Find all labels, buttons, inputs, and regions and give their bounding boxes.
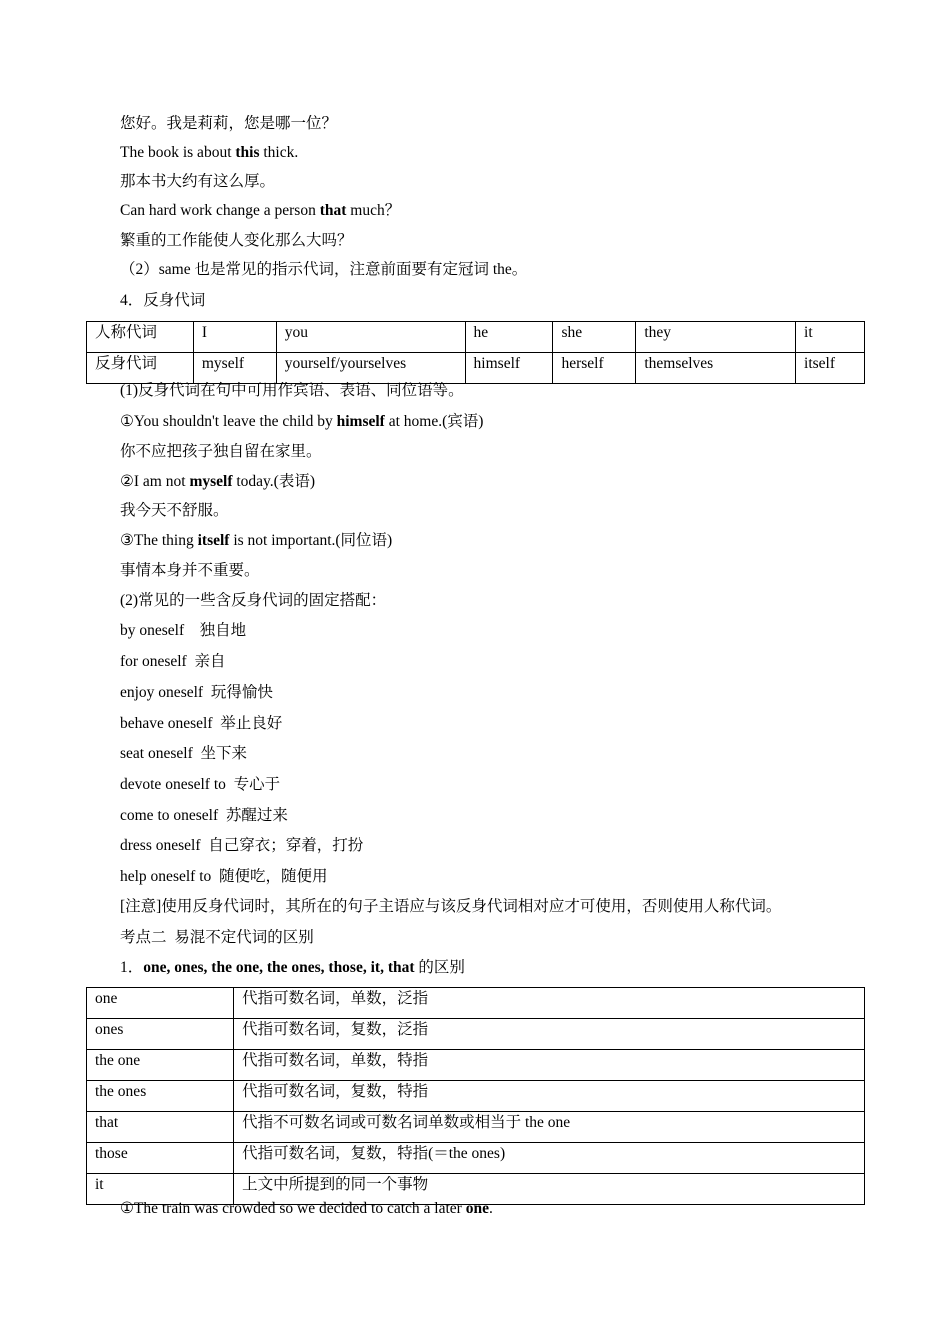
- text-segment: 那本书大约有这么厚。: [120, 173, 276, 190]
- table-cell: herself: [553, 353, 636, 384]
- text-line: [120, 501, 229, 521]
- table-cell: itself: [796, 353, 865, 384]
- table-cell: the one: [87, 1050, 234, 1081]
- table-cell: 人称代词: [87, 322, 194, 353]
- table-cell: 代指可数名词，单数，特指: [234, 1050, 865, 1081]
- table-cell: 反身代词: [87, 353, 194, 384]
- text-segment: (1)反身代词在句中可用作宾语、表语、同位语等。: [120, 382, 464, 399]
- text-line: [120, 291, 205, 311]
- text-segment: behave oneself 举止良好: [120, 715, 283, 732]
- table-cell: she: [553, 322, 636, 353]
- text-line: [120, 591, 386, 611]
- bold-text: one, ones, the one, the ones, those, it, that: [143, 959, 415, 976]
- text-segment: 繁重的工作能使人变化那么大吗？: [120, 232, 353, 249]
- table-cell: yourself/yourselves: [276, 353, 465, 384]
- bold-text: myself: [189, 473, 233, 490]
- text-line: [120, 836, 363, 856]
- text-segment: 我今天不舒服。: [120, 502, 229, 519]
- table-cell: those: [87, 1143, 234, 1174]
- text-line: [120, 381, 464, 401]
- text-segment: 事情本身并不重要。: [120, 562, 260, 579]
- text-segment: 你不应把孩子独自留在家里。: [120, 443, 322, 460]
- text-segment: seat oneself 坐下来: [120, 745, 247, 762]
- table-cell: 代指可数名词，复数，特指: [234, 1081, 865, 1112]
- table-cell: 代指可数名词，复数，特指(＝the ones): [234, 1143, 865, 1174]
- text-segment: The book is about: [120, 144, 236, 161]
- text-line: [120, 260, 527, 280]
- table-row: [87, 1143, 865, 1174]
- text-segment: come to oneself 苏醒过来: [120, 807, 288, 824]
- table-cell: they: [636, 322, 796, 353]
- text-segment: much？: [346, 202, 401, 219]
- text-line: [120, 114, 337, 134]
- text-segment: help oneself to 随便吃，随便用: [120, 868, 328, 885]
- text-segment: 您好。我是莉莉，您是哪一位？: [120, 115, 338, 132]
- table-row: [87, 1019, 865, 1050]
- text-segment: devote oneself to 专心于: [120, 776, 281, 793]
- text-segment: today.(表语): [232, 473, 315, 490]
- text-segment: ③The thing: [120, 532, 198, 549]
- table-cell: the ones: [87, 1081, 234, 1112]
- table-cell: you: [276, 322, 465, 353]
- text-line: [120, 714, 282, 734]
- text-segment: .: [488, 1200, 493, 1217]
- table-row: [87, 988, 865, 1019]
- text-line: [120, 652, 225, 672]
- indefinite-pronoun-table: [86, 987, 865, 1205]
- table-cell: 代指不可数名词或可数名词单数或相当于 the one: [234, 1112, 865, 1143]
- text-line: [120, 867, 328, 887]
- text-line: [120, 201, 400, 221]
- bold-text: this: [235, 144, 260, 161]
- text-line: [120, 775, 280, 795]
- table-row: [87, 322, 865, 353]
- bold-text: one: [465, 1200, 489, 1217]
- table-cell: I: [193, 322, 276, 353]
- table-row: [87, 353, 865, 384]
- text-segment: at home.(宾语): [384, 413, 484, 430]
- text-segment: 4．反身代词: [120, 292, 206, 309]
- text-line: [120, 561, 260, 581]
- text-line: [120, 143, 298, 163]
- text-line: [120, 172, 275, 192]
- table-cell: one: [87, 988, 234, 1019]
- text-segment: ①The train was crowded so we decided to catch a later: [120, 1200, 466, 1217]
- text-line: [120, 897, 781, 917]
- text-segment: (2)常见的一些含反身代词的固定搭配：: [120, 592, 387, 609]
- text-line: [120, 683, 273, 703]
- table-cell: 代指可数名词，单数，泛指: [234, 988, 865, 1019]
- text-segment: 考点二 易混不定代词的区别: [120, 929, 314, 946]
- table-cell: himself: [465, 353, 553, 384]
- text-segment: dress oneself 自己穿衣；穿着，打扮: [120, 837, 364, 854]
- table-cell: themselves: [636, 353, 796, 384]
- table-row: [87, 1112, 865, 1143]
- table-row: [87, 1050, 865, 1081]
- table-cell: that: [87, 1112, 234, 1143]
- text-segment: by oneself 独自地: [120, 622, 247, 639]
- text-line: [120, 621, 246, 641]
- text-segment: [注意]使用反身代词时，其所在的句子主语应与该反身代词相对应才可使用，否则使用人称代词。: [120, 898, 782, 915]
- table-row: [87, 1081, 865, 1112]
- table-cell: it: [87, 1174, 234, 1205]
- text-segment: ①You shouldn't leave the child by: [120, 413, 337, 430]
- text-segment: ②I am not: [120, 473, 190, 490]
- text-segment: 的区别: [414, 959, 465, 976]
- text-segment: Can hard work change a person: [120, 202, 320, 219]
- table-cell: he: [465, 322, 553, 353]
- text-segment: is not important.(同位语): [229, 532, 393, 549]
- text-segment: （2）same 也是常见的指示代词，注意前面要有定冠词 the。: [120, 261, 528, 278]
- bold-text: itself: [197, 532, 230, 549]
- text-line: [120, 531, 392, 551]
- reflexive-pronoun-table: [86, 321, 865, 384]
- text-line: [120, 958, 465, 978]
- text-line: [120, 1199, 493, 1219]
- text-line: [120, 412, 483, 432]
- text-segment: for oneself 亲自: [120, 653, 226, 670]
- text-line: [120, 231, 353, 251]
- text-line: [120, 928, 314, 948]
- table-cell: ones: [87, 1019, 234, 1050]
- bold-text: himself: [336, 413, 385, 430]
- text-line: [120, 806, 288, 826]
- table-cell: myself: [193, 353, 276, 384]
- table-cell: 代指可数名词，复数，泛指: [234, 1019, 865, 1050]
- text-line: [120, 472, 315, 492]
- text-segment: 1．: [120, 959, 144, 976]
- text-line: [120, 442, 322, 462]
- table-cell: it: [796, 322, 865, 353]
- bold-text: that: [319, 202, 347, 219]
- text-line: [120, 744, 247, 764]
- text-segment: thick.: [259, 144, 299, 161]
- table-cell: 上文中所提到的同一个事物: [234, 1174, 865, 1205]
- text-segment: enjoy oneself 玩得愉快: [120, 684, 273, 701]
